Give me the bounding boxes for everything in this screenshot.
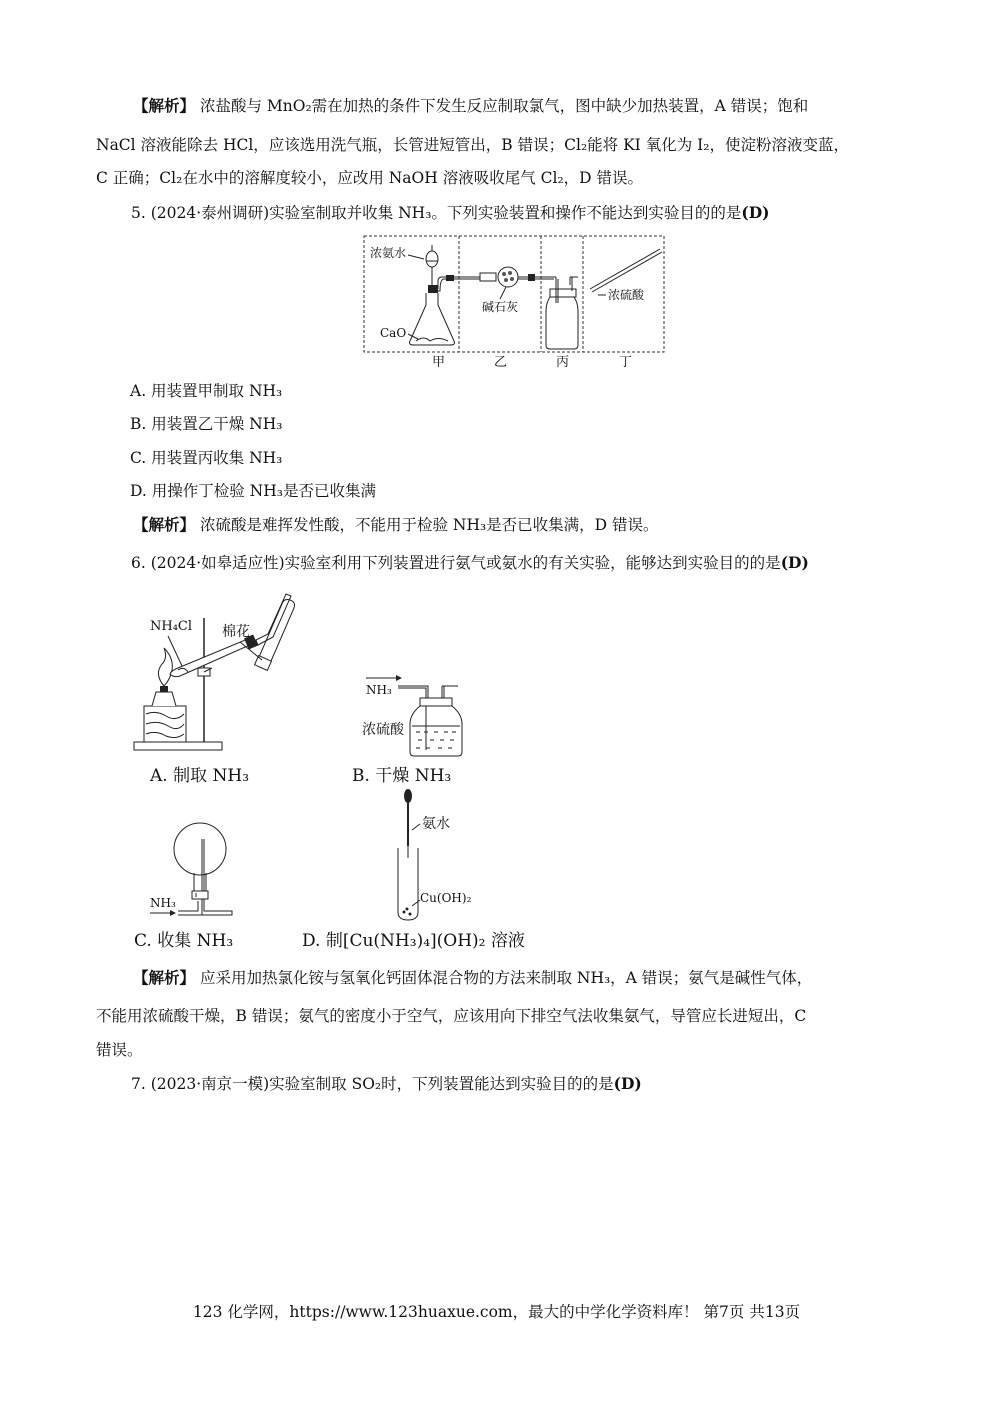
page-footer: 123 化学网，https://www.123huaxue.com，最大的中学化学资料库！ 第7页 共13页 (192, 1303, 801, 1321)
analysis-label: 【解析】 (133, 968, 196, 987)
q6-answer: (D) (780, 553, 809, 572)
q6-caption-d: D. 制[Cu(NH₃)₄](OH)₂ 溶液 (302, 931, 525, 951)
label-cuoh2: Cu(OH)₂ (420, 891, 472, 905)
q5-analysis-text: 浓硫酸是难挥发性酸，不能用于检验 NH₃是否已收集满，D 错误。 (199, 516, 659, 534)
q5-option-c: C. 用装置丙收集 NH₃ (130, 449, 283, 467)
label-bing: 丙 (556, 355, 570, 370)
label-soda-lime: 碱石灰 (482, 300, 519, 314)
q6-analysis-line-3: 错误。 (96, 1041, 143, 1059)
label-cao: CaO (380, 326, 407, 340)
q6-caption-b: B. 干燥 NH₃ (352, 766, 452, 786)
q7-stem-text: 7. (2023·南京一模)实验室制取 SO₂时，下列装置能达到实验目的的是 (131, 1075, 614, 1093)
label-yi: 乙 (494, 355, 508, 370)
label-ding: 丁 (619, 355, 633, 370)
q6-analysis-text-1: 应采用加热氯化铵与氢氧化钙固体混合物的方法来制取 NH₃，A 错误；氨气是碱性气体， (199, 969, 813, 987)
q6-stem (131, 553, 809, 573)
q4-analysis-line-3: C 正确；Cl₂在水中的溶解度较小，应改用 NaOH 溶液吸收尾气 Cl₂，D 错误。 (96, 169, 644, 187)
label-nh3-in: NH₃ (150, 896, 176, 910)
q6-analysis-line-2: 不能用浓硫酸干燥，B 错误；氨气的密度小于空气，应该用向下排空气法收集氨气，导管应长进短出，C (96, 1007, 807, 1025)
q6-figure-d (388, 788, 508, 924)
q5-stem-text: 5. (2024·泰州调研)实验室制取并收集 NH₃。下列实验装置和操作不能达到实验目的的是 (131, 204, 742, 222)
analysis-label: 【解析】 (133, 96, 196, 115)
q4-analysis-line-1 (133, 96, 808, 116)
q6-caption-c: C. 收集 NH₃ (134, 931, 234, 951)
q5-answer: (D) (741, 203, 770, 222)
q6-figure-b (358, 666, 468, 760)
label-ammonia-water-d: 氨水 (422, 816, 450, 832)
q5-option-a: A. 用装置甲制取 NH₃ (130, 382, 283, 400)
label-ammonia-water: 浓氨水 (370, 246, 407, 260)
q5-apparatus-figure (360, 233, 670, 373)
q5-stem (131, 203, 770, 223)
label-nh4cl: NH₄Cl (150, 619, 193, 634)
label-conc-h2so4-b: 浓硫酸 (362, 722, 404, 738)
q6-caption-a: A. 制取 NH₃ (150, 766, 250, 786)
analysis-label: 【解析】 (133, 515, 196, 534)
q7-stem (131, 1074, 642, 1094)
q4-analysis-line-2: NaCl 溶液能除去 HCl，应该选用洗气瓶，长管进短管出，B 错误；Cl₂能将 KI 氧化为 I₂，使淀粉溶液变蓝， (96, 136, 849, 154)
q6-figure-a (128, 588, 298, 758)
q5-option-d: D. 用操作丁检验 NH₃是否已收集满 (130, 482, 376, 500)
q6-analysis-line-1 (133, 968, 812, 988)
q6-figure-c (140, 815, 250, 925)
label-nh3-arrow: NH₃ (366, 683, 392, 697)
q5-analysis (133, 515, 659, 535)
q4-analysis-text-1: 浓盐酸与 MnO₂需在加热的条件下发生反应制取氯气，图中缺少加热装置，A 错误；饱和 (199, 97, 809, 115)
label-jia: 甲 (432, 355, 446, 370)
label-cotton: 棉花 (222, 624, 250, 640)
q6-stem-text: 6. (2024·如皋适应性)实验室利用下列装置进行氨气或氨水的有关实验，能够达到实验目的的是 (131, 554, 781, 572)
q5-option-b: B. 用装置乙干燥 NH₃ (130, 415, 283, 433)
q7-answer: (D) (613, 1074, 642, 1093)
label-conc-h2so4: 浓硫酸 (608, 288, 645, 302)
